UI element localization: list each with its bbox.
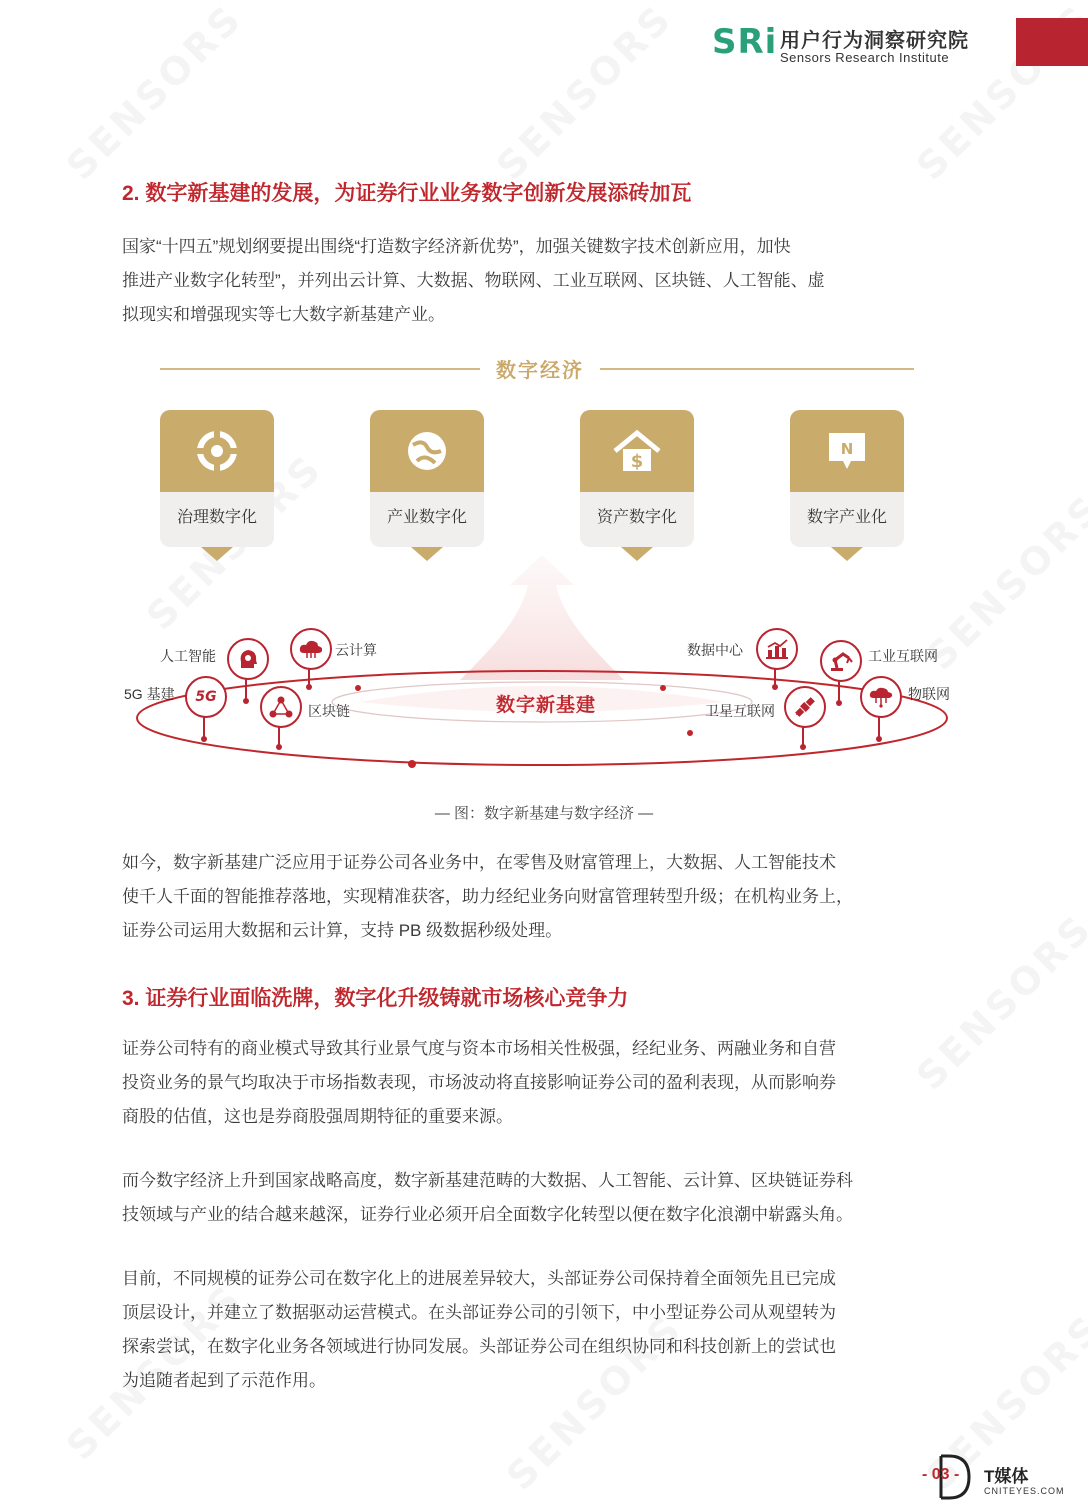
down-triangle [621,547,653,561]
iot-cloud-icon [860,676,902,718]
watermark [58,0,251,189]
robot-arm-icon [820,640,862,682]
node-label-cloud: 云计算 [335,642,377,658]
upward-arrow [460,555,624,680]
node-label-5g: 5G 基建 [124,686,175,702]
card-label: 资产数字化 [596,509,677,526]
page-number: - 03 - [922,1466,960,1483]
outer-ring [137,671,947,765]
globe-icon [370,410,484,492]
digital-infrastructure-diagram [110,350,970,780]
n-badge-icon [790,410,904,492]
institute-name-cn: 用户行为洞察研究院 [780,30,969,52]
card-label: 产业数字化 [386,509,467,526]
section-2-paragraph: 国家“十四五”规划纲要提出围绕“打造数字经济新优势”，加强关键数字技术创新应用，加快 推进产业数字化转型”，并列出云计算、大数据、物联网、工业互联网、区块链、人工智能、虚 拟现实和增强现实等七大数字新基建产业。 [122,237,825,324]
header-accent-block [1016,18,1088,66]
card-label: 治理数字化 [176,509,257,526]
card-digital-industry [790,410,904,547]
tmedia-name: T媒体 [984,1467,1029,1486]
node-label-iot: 物联网 [908,686,950,702]
section-3-title: 3. 证券行业面临洗牌，数字化升级铸就市场核心竞争力 [122,987,629,1010]
down-triangle [831,547,863,561]
section-3-paragraph-1: 证券公司特有的商业模式导致其行业景气度与资本市场相关性极强，经纪业务、两融业务和自营 投资业务的景气均取决于市场指数表现，市场波动将直接影响证券公司的盈利表现，从而影响券 商股的估值，这也是券商股强周期特征的重要来源。 [122,1039,836,1126]
node-label-blockchain: 区块链 [308,703,350,719]
svg-text:N: N [840,440,854,458]
card-assets [580,410,694,547]
node-label-satellite: 卫星互联网 [705,703,775,719]
section-2-title: 2. 数字新基建的发展，为证券行业业务数字创新发展添砖加瓦 [122,182,692,205]
ai-head-icon [227,638,269,680]
blockchain-icon [260,686,302,728]
card-industry [370,410,484,547]
watermark [488,0,681,189]
section-3-paragraph-3: 目前，不同规模的证券公司在数字化上的进展差异较大，头部证券公司保持着全面领先且已完成 顶层设计，并建立了数据驱动运营模式。在头部证券公司的引领下，中小型证券公司从观望转为 探索尝试，在数字化业务各领域进行协同发展。头部证券公司在组织协同和科技创新上的尝试也 为追随者起到了示范作用。 [122,1269,836,1390]
down-triangle [201,547,233,561]
node-label-ai: 人工智能 [160,648,216,664]
data-chart-icon [756,628,798,670]
card-governance [160,410,274,547]
svg-text:$: $ [630,451,644,472]
application-paragraph: 如今，数字新基建广泛应用于证券公司各业务中，在零售及财富管理上，大数据、人工智能技术 使千人千面的智能推荐落地，实现精准获客，助力经纪业务向财富管理转型升级；在机构业务上， 证券公司运用大数据和云计算，支持 PB 级数据秒级处理。 [122,853,853,940]
cloud-icon [290,628,332,670]
logo-mark: SRi [712,22,778,62]
satellite-icon [784,686,826,728]
institute-logo [712,22,982,64]
digital-economy-title: 数字经济 [496,360,584,382]
target-icon [160,410,274,492]
institute-name-en: Sensors Research Institute [780,50,950,65]
node-label-data-center: 数据中心 [687,642,743,658]
section-3-paragraph-2: 而今数字经济上升到国家战略高度，数字新基建范畴的大数据、人工智能、云计算、区块链证券科 技领域与产业的结合越来越深，证券行业必须开启全面数字化转型以便在数字化浪潮中崭露头角。 [122,1171,853,1224]
card-label: 数字产业化 [806,509,887,526]
tmedia-domain: CNITEYES.COM [984,1486,1065,1496]
digital-infrastructure-label: 数字新基建 [496,695,597,716]
5g-icon: 5G [185,676,227,718]
node-label-industrial-internet: 工业互联网 [868,648,938,664]
house-dollar-icon [580,410,694,492]
figure-caption: — 图：数字新基建与数字经济 — [434,805,654,822]
down-triangle [411,547,443,561]
